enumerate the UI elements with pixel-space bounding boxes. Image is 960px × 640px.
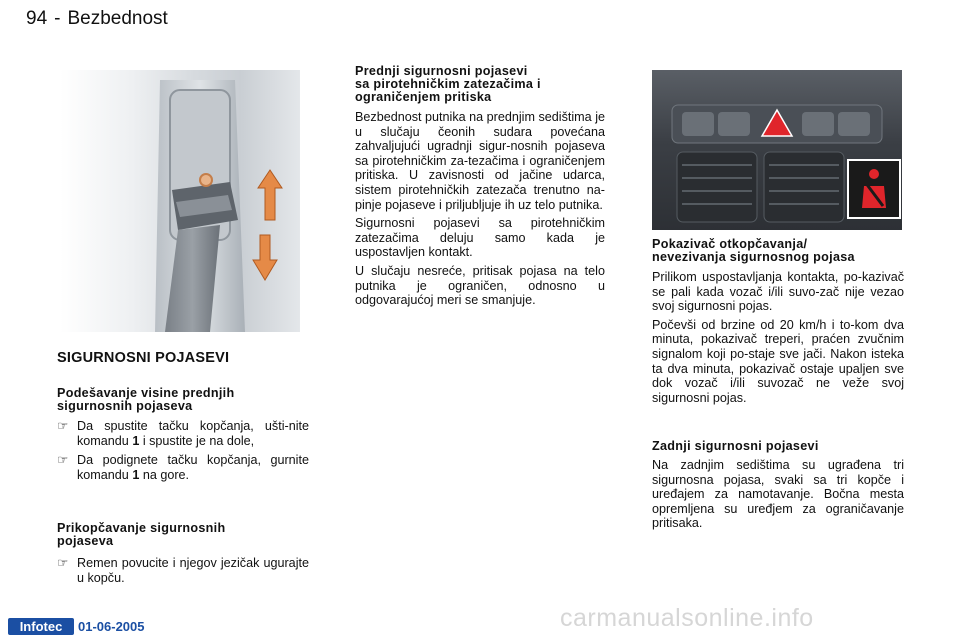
control-number: 1 xyxy=(132,433,140,448)
control-number: 1 xyxy=(132,467,140,482)
fastening-section xyxy=(57,522,309,590)
bullet-text-before: Da podignete tačku kopčanja, gurnite komandu xyxy=(77,453,309,482)
header-dash: - xyxy=(54,8,61,29)
page-number: 94 xyxy=(26,8,48,29)
console-button xyxy=(682,112,714,136)
bullet-text-after: i spustite je na dole, xyxy=(139,433,255,448)
arrow-down-icon xyxy=(253,235,277,280)
fastening-heading-line1: Prikopčavanje sigurnosnih xyxy=(57,521,226,535)
height-adjust-section xyxy=(57,387,309,487)
height-adjust-heading-line2: sigurnosnih pojaseva xyxy=(57,399,193,413)
front-belts-heading-line3: ograničenjem pritiska xyxy=(355,90,492,104)
pointing-hand-icon: ☞ xyxy=(57,556,69,570)
page-header xyxy=(26,8,175,30)
belt-height-adjuster-illustration xyxy=(60,70,300,332)
front-belts-heading-line2: sa pirotehničkim zatezačima i xyxy=(355,77,541,91)
belt-warning-paragraph-1: Prilikom uspostavljanja kontakta, po-kazivač se pali kada vozač i/ili suvo-zač nije vezao svoj sigurnosni pojas. xyxy=(652,270,904,314)
site-watermark: carmanualsonline.info xyxy=(560,604,814,632)
rear-belts-section xyxy=(652,440,904,535)
pointing-hand-icon: ☞ xyxy=(57,453,69,468)
right-air-vent xyxy=(764,152,844,222)
height-adjust-bullet-lower xyxy=(57,419,309,448)
pointing-hand-icon: ☞ xyxy=(57,419,69,433)
front-belts-heading-line1: Prednji sigurnosni pojasevi xyxy=(355,64,528,78)
front-belts-section xyxy=(355,65,605,312)
control-1-marker xyxy=(200,174,212,186)
console-button xyxy=(838,112,870,136)
height-adjust-bullet-raise xyxy=(57,453,309,482)
front-belts-paragraph-2: Sigurnosni pojasevi sa pirotehničkim zatezačima deluju samo kada je uspostavljen kontakt. xyxy=(355,216,605,260)
front-belts-paragraph-3: U slučaju nesreće, pritisak pojasa na telo putnika je ograničen, odnosno u odgovarajućoj meri se smanjuje. xyxy=(355,263,605,308)
belt-adjuster-drawing xyxy=(60,70,300,332)
edition-date: 01-06-2005 xyxy=(78,619,145,634)
dashboard-console-photo xyxy=(652,70,902,230)
fastening-heading-line2: pojaseva xyxy=(57,534,114,548)
console-drawing xyxy=(652,70,902,230)
rear-belts-heading: Zadnji sigurnosni pojasevi xyxy=(652,439,819,453)
belt-warning-section xyxy=(652,238,904,409)
fastening-bullet-text: Remen povucite i njegov jezičak ugurajte u kopču. xyxy=(77,556,309,585)
belt-warning-heading-line2: nevezivanja sigurnosnog pojasa xyxy=(652,250,855,264)
left-air-vent xyxy=(677,152,757,222)
belt-warning-heading-line1: Pokazivač otkopčavanja/ xyxy=(652,237,808,251)
bullet-text-before: Da spustite tačku kopčanja, ušti-nite komandu xyxy=(77,419,309,448)
fastening-bullet xyxy=(57,556,309,585)
infotec-logo: Infotec xyxy=(8,618,74,635)
page-title: Bezbednost xyxy=(67,8,168,29)
belt-warning-paragraph-2: Počevši od brzine od 20 km/h i to-kom dva minuta, pokazivač treperi, praćen zvučnim signalom koji po-staje sve jači. Nakon isteka ta dva minuta, pokazivač ostaje upaljen sve dok vozač i/ili suvozač ne veže svoj sigurnosni pojas. xyxy=(652,317,904,405)
console-button xyxy=(802,112,834,136)
bullet-text-after: na gore. xyxy=(139,467,190,482)
height-adjust-heading-line1: Podešavanje visine prednjih xyxy=(57,386,235,400)
front-belts-paragraph-1: Bezbednost putnika na prednjim sedištima je u slučaju čeonih sudara povećana zahvaljujući ugradnji sigur-nosnih pojaseva sa pirotehničkim za-tezačima i ograničenjem pritiska. U zavisnosti od jačine udarca, sistem pirotehničkih zatezača trenutno na-pinje pojaseve i priljubljuje ih uz telo putnika. xyxy=(355,110,605,212)
arrow-up-icon xyxy=(258,170,282,220)
section-title: SIGURNOSNI POJASEVI xyxy=(57,350,230,366)
rear-belts-paragraph: Na zadnjim sedištima su ugrađena tri sigurnosna pojasa, svaki sa tri kopče i uređajem za namotavanje. Bočna mesta opremljena su uređjem za ograničavanje pritisaka. xyxy=(652,458,904,531)
console-button xyxy=(718,112,750,136)
